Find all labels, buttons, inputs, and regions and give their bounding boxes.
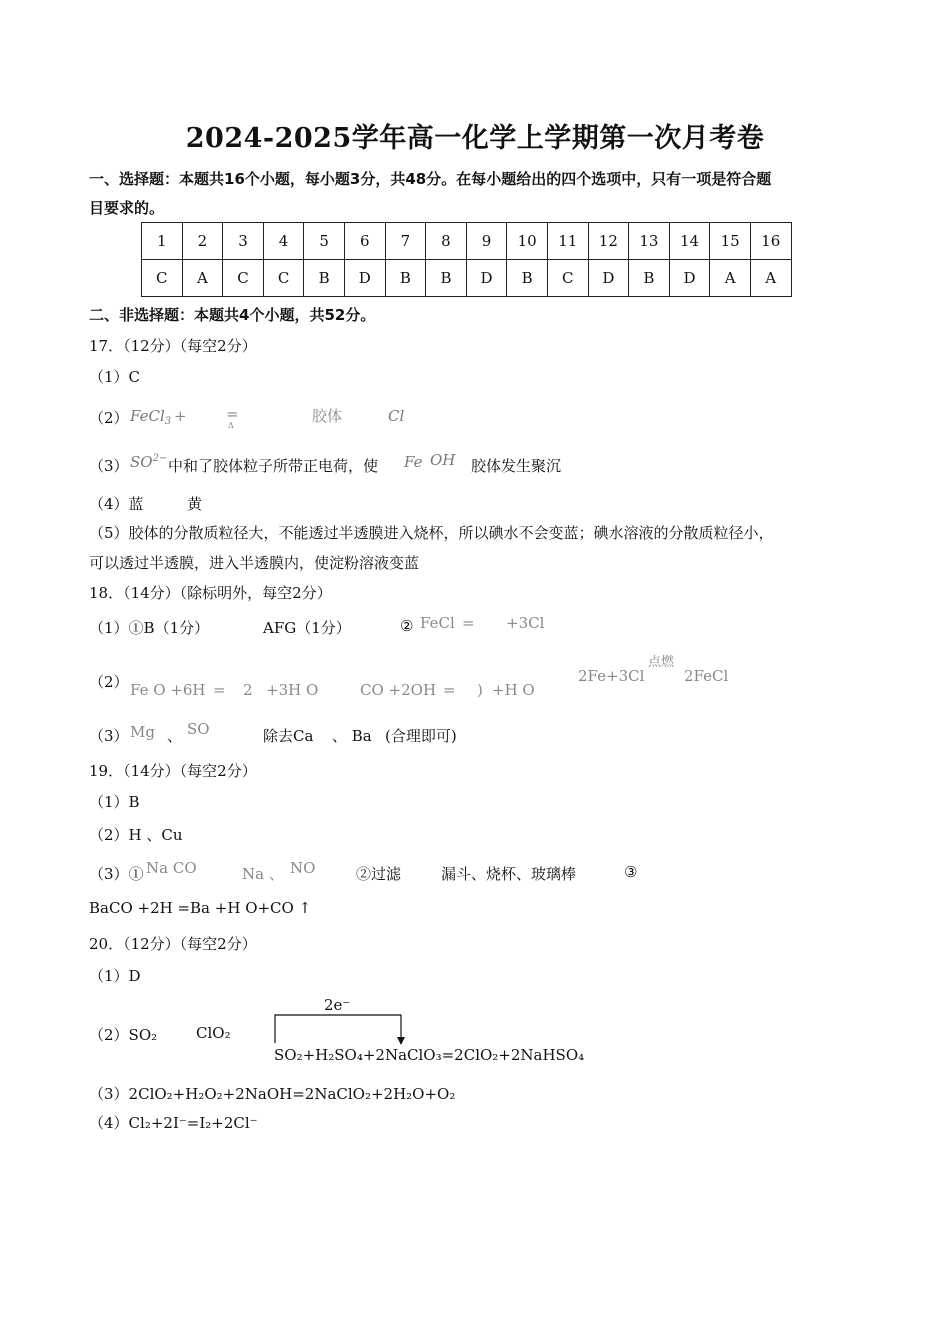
q-number-cell: 15 [710, 223, 751, 260]
page-title: 2024-2025学年高一化学上学期第一次月考卷 [185, 123, 765, 154]
q17-cl: Cl [388, 407, 405, 425]
q17-header: 17．（12分）（每空2分） [89, 337, 257, 355]
q19-na: Na 、 [242, 865, 284, 883]
q20-equation: SO₂+H₂SO₄+2NaClO₃=2ClO₂+2NaHSO₄ [274, 1046, 585, 1064]
answer-cell: D [588, 260, 629, 297]
answer-cell: B [629, 260, 670, 297]
q19-equation: BaCO +2H =Ba +H O+CO ↑ [89, 899, 312, 917]
q17-answer-3-label: （3） [89, 457, 129, 475]
q19-header: 19．（14分）（每空2分） [89, 762, 257, 780]
q17-answer-1: （1）C [89, 368, 141, 386]
q18-eq1d: +3H O [266, 681, 319, 699]
q19-na2co3: Na CO [146, 859, 197, 877]
q18-eq1b: = [213, 681, 226, 699]
q-number-cell: 16 [750, 223, 791, 260]
q18-ba: 、 Ba [332, 727, 372, 745]
answer-cell: A [182, 260, 223, 297]
q20-header: 20．（12分）（每空2分） [89, 935, 257, 953]
q17-answer-2-label: （2） [89, 409, 129, 427]
q19-answer-1: （1）B [89, 793, 140, 811]
q17-colloid: 胶体 [312, 407, 343, 425]
q18-answer-3-label: （3） [89, 727, 129, 745]
answer-table [141, 222, 792, 297]
q-number-cell: 9 [466, 223, 507, 260]
q-number-cell: 8 [426, 223, 467, 260]
q17-equals: = [226, 405, 239, 423]
q18-mg: Mg [130, 723, 155, 741]
answer-cell: B [507, 260, 548, 297]
section1-line2: 目要求的。 [89, 199, 165, 217]
q-number-cell: 6 [344, 223, 385, 260]
q-number-cell: 11 [547, 223, 588, 260]
q-number-cell: 1 [142, 223, 183, 260]
q17-fe: Fe [404, 453, 423, 471]
q18-3cl: +3Cl [506, 614, 545, 632]
q17-answer-4: （4）蓝 [89, 495, 144, 513]
answer-table-answers-row [142, 260, 792, 297]
q-number-cell: 14 [669, 223, 710, 260]
answer-cell: C [547, 260, 588, 297]
q-number-cell: 5 [304, 223, 345, 260]
answer-cell: D [669, 260, 710, 297]
q17-plus: + [174, 407, 187, 425]
q18-ca: 除去Ca [263, 727, 314, 745]
q17-delta: Δ [228, 421, 234, 430]
q18-eq3-condition: 点燃 [648, 655, 675, 670]
q18-eq2b: = [443, 681, 456, 699]
q20-answer-1: （1）D [89, 967, 141, 985]
q18-end: (合理即可) [385, 727, 457, 745]
answer-cell: A [750, 260, 791, 297]
q18-answer-2-label: （2） [89, 673, 129, 691]
answer-cell: D [466, 260, 507, 297]
q17-oh: OH [430, 451, 456, 469]
q18-fecl: FeCl [420, 614, 455, 632]
q18-eq2d: +H O [492, 681, 535, 699]
q20-answer-4: （4）Cl₂+2I⁻=I₂+2Cl⁻ [89, 1114, 258, 1132]
answer-cell: B [426, 260, 467, 297]
q18-eq2c: ) [477, 681, 483, 699]
fecl-text: FeCl [130, 407, 165, 425]
q18-header: 18．（14分）（除标明外，每空2分） [89, 584, 332, 602]
q18-eq: = [462, 614, 475, 632]
q20-answer-2-label: （2）SO₂ [89, 1026, 158, 1044]
q18-eq2: CO +2OH [360, 681, 437, 699]
q19-no3: NO [290, 859, 316, 877]
so-text: SO [130, 453, 153, 471]
q18-answer-1: （1）①B（1分） [89, 619, 210, 637]
answer-cell: D [344, 260, 385, 297]
q19-answer-3-label: （3）① [89, 865, 144, 883]
q17-answer-5-line1: （5）胶体的分散质粒径大，不能透过半透膜进入烧杯，所以碘水不会变蓝；碘水溶液的分散质粒径小， [89, 524, 774, 542]
answer-table-numbers-row [142, 223, 792, 260]
answer-cell: B [385, 260, 426, 297]
q19-tools: 漏斗、烧杯、玻璃棒 [441, 865, 577, 883]
q17-answer-3-text: 中和了胶体粒子所带正电荷，使 [168, 457, 379, 475]
q19-c3: ③ [624, 863, 638, 881]
q-number-cell: 7 [385, 223, 426, 260]
q17-formula-fecl3 [130, 407, 171, 427]
q18-eq1: Fe O +6H [130, 681, 206, 699]
q18-eq3: 2Fe+3Cl [578, 667, 645, 685]
q-number-cell: 2 [182, 223, 223, 260]
q18-so: SO [187, 720, 210, 738]
answer-cell: C [263, 260, 304, 297]
q17-answer-3-end: 胶体发生聚沉 [471, 457, 562, 475]
answer-cell: A [710, 260, 751, 297]
q18-sep: 、 [167, 727, 183, 745]
answer-cell: C [142, 260, 183, 297]
q20-clo2: ClO₂ [196, 1024, 231, 1042]
q17-answer-4b: 黄 [187, 495, 203, 513]
q20-answer-3: （3）2ClO₂+H₂O₂+2NaOH=2NaClO₂+2H₂O+O₂ [89, 1085, 456, 1103]
so-sup: 2− [152, 453, 168, 464]
q-number-cell: 13 [629, 223, 670, 260]
section2-heading: 二、非选择题：本题共4个小题，共52分。 [89, 306, 376, 324]
q18-eq1c: 2 [243, 681, 253, 699]
q17-answer-5-line2: 可以透过半透膜，进入半透膜内，使淀粉溶液变蓝 [89, 554, 420, 572]
q19-answer-2: （2）H 、Cu [89, 826, 183, 844]
fecl-sub: 3 [164, 416, 172, 427]
q-number-cell: 12 [588, 223, 629, 260]
answer-cell: C [223, 260, 264, 297]
q18-eq3c: 2FeCl [684, 667, 729, 685]
q17-sulfate [130, 453, 167, 471]
q20-electron-label: 2e⁻ [324, 996, 351, 1014]
q-number-cell: 3 [223, 223, 264, 260]
section1-line1: 一、选择题：本题共16个小题，每小题3分，共48分。在每小题给出的四个选项中，只有一项是符合题 [89, 170, 772, 188]
q-number-cell: 10 [507, 223, 548, 260]
answer-cell: B [304, 260, 345, 297]
q19-filter: ②过滤 [356, 865, 402, 883]
q-number-cell: 4 [263, 223, 304, 260]
q18-answer-1b: AFG（1分） [263, 619, 351, 637]
q18-answer-1c: ② [400, 617, 414, 635]
electron-transfer-arrow [270, 1010, 410, 1046]
